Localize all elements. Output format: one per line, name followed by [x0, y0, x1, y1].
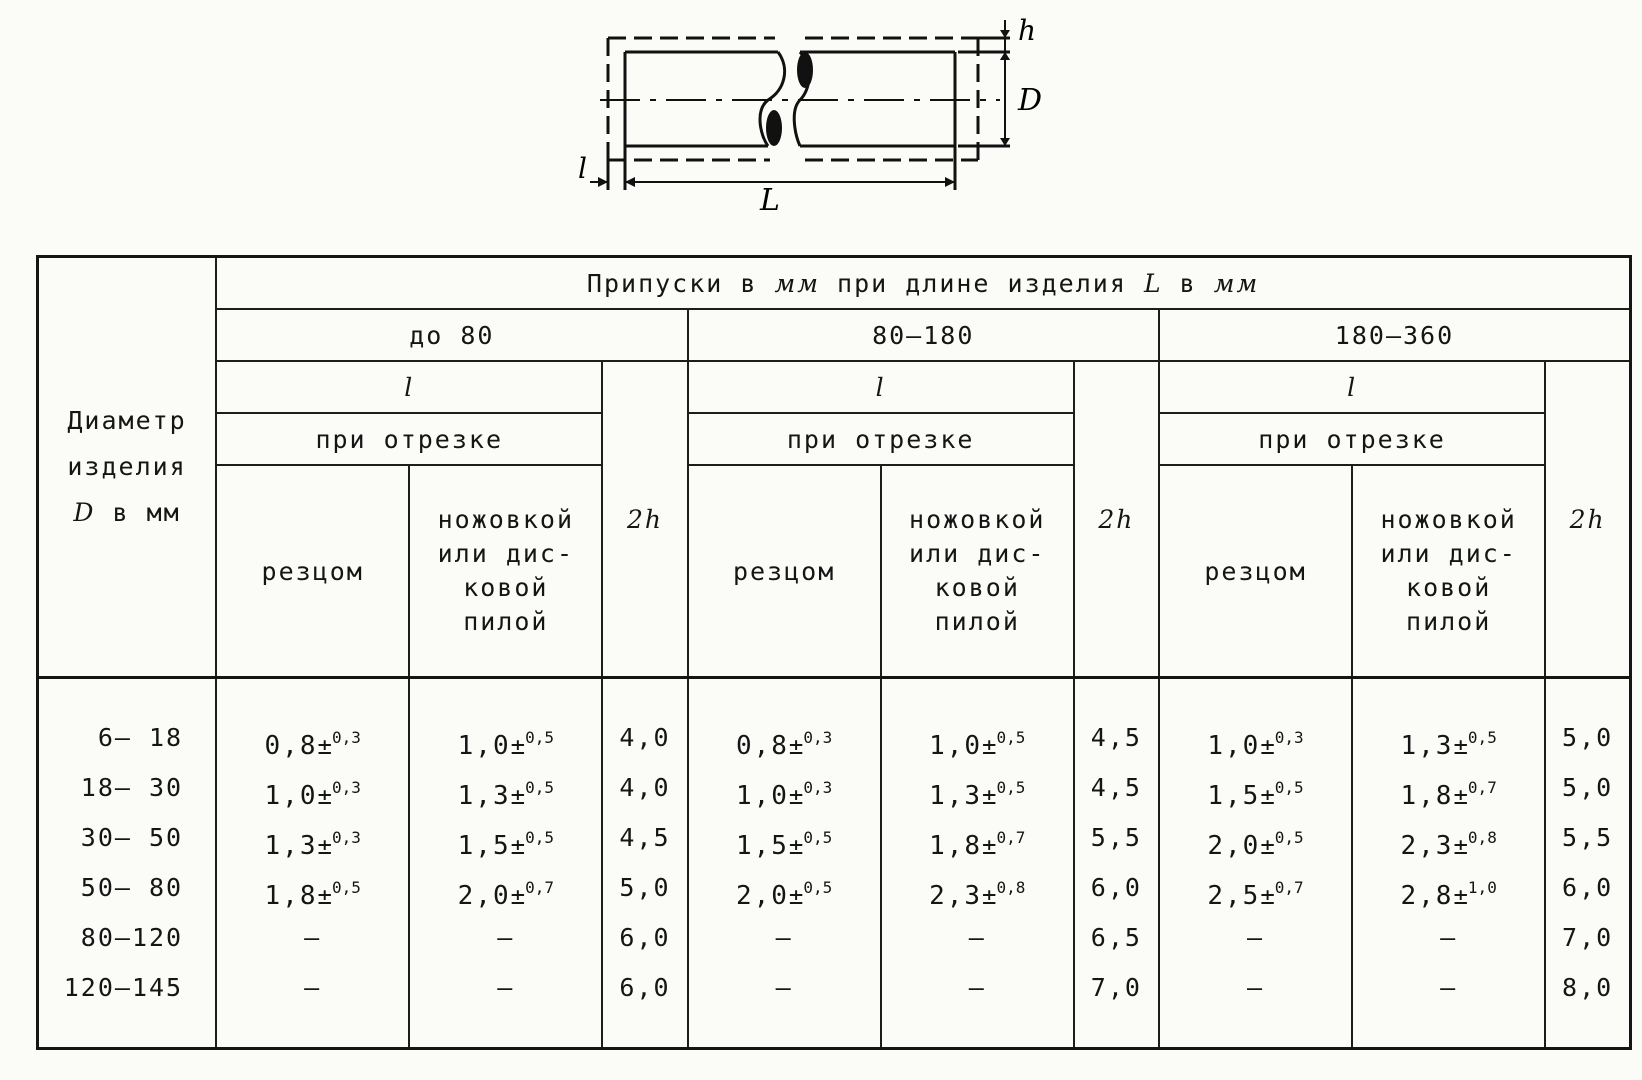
tolerance-value: 0,5	[331, 878, 361, 897]
allowance-value: 2,3	[929, 881, 983, 911]
allowance-value: 1,8	[929, 831, 983, 861]
diameter-value: 30— 50	[80, 823, 184, 852]
allowance-value: 1,0	[457, 731, 511, 761]
dash-mark: —	[775, 923, 793, 952]
allowance-value: 2,0	[735, 881, 789, 911]
plus-minus-sign: ±	[510, 782, 526, 810]
main-title-mm: мм	[774, 268, 820, 298]
tolerance-value: 0,3	[331, 728, 361, 747]
l-small-label: l	[578, 152, 587, 185]
diameter-value: 50— 80	[80, 873, 184, 902]
tolerance-value: 0,3	[803, 778, 833, 797]
two-h-column-3	[1545, 678, 1630, 1049]
two-h-value: 7,0	[1562, 923, 1614, 952]
saw-header-1	[409, 465, 602, 678]
tolerance-value: 1,0	[1467, 878, 1497, 897]
diameter-value: 80—120	[80, 923, 184, 952]
tolerance-value: 0,7	[1274, 878, 1304, 897]
d-label: D	[1018, 83, 1043, 118]
allowance-value: 1,0	[735, 781, 789, 811]
tolerance-value: 0,5	[525, 728, 554, 747]
saw-allowance-value	[882, 863, 1073, 913]
saw-label-line-2: или дис-	[909, 539, 1046, 568]
two-h-value: 6,0	[1090, 873, 1142, 902]
tolerance-value: 0,7	[525, 878, 554, 897]
plus-minus-sign: ±	[788, 882, 804, 910]
saw-allowance-value	[1353, 813, 1544, 863]
saw-header-3	[1352, 465, 1545, 678]
saw-label-line-2: или дис-	[437, 539, 575, 568]
cutter-allowance-value	[217, 713, 408, 763]
tolerance-value: 0,5	[803, 828, 833, 847]
tolerance-value: 0,8	[996, 878, 1026, 897]
allowance-value: 1,8	[1400, 781, 1454, 811]
two-h-value: 4,5	[1090, 723, 1142, 752]
diameter-unit: в мм	[112, 498, 181, 527]
saw-column-1	[409, 678, 602, 1049]
diameter-label-line-2: изделия	[67, 452, 187, 481]
cutter-allowance-value	[1160, 963, 1351, 1013]
plus-minus-sign: ±	[1453, 732, 1468, 760]
plus-minus-sign: ±	[788, 782, 804, 810]
two-h-value: 5,0	[619, 873, 671, 902]
saw-allowance-value	[410, 963, 601, 1013]
tolerance-value: 0,3	[1274, 728, 1304, 747]
plus-minus-sign: ±	[1260, 882, 1275, 910]
saw-allowance-value	[1353, 713, 1544, 763]
main-title-in: в	[1162, 268, 1214, 298]
allowance-value: 1,0	[264, 781, 318, 811]
dash-mark: —	[304, 923, 322, 952]
diameter-value: 18— 30	[80, 773, 184, 802]
l-header-3: l	[1159, 361, 1545, 413]
cutter-allowance-value	[1160, 713, 1351, 763]
two-h-value: 4,5	[1090, 773, 1142, 802]
two-h-column-2	[1074, 678, 1159, 1049]
cylinder-sketch	[578, 10, 1080, 220]
saw-label-line-3: ковой	[463, 573, 549, 602]
plus-minus-sign: ±	[317, 732, 332, 760]
saw-allowance-value	[410, 913, 601, 963]
cutter-allowance-value	[689, 913, 880, 963]
diameter-var: D	[73, 498, 96, 527]
saw-allowance-value	[1353, 963, 1544, 1013]
dash-mark: —	[497, 923, 515, 952]
two-h-header-1: 2h	[602, 361, 687, 678]
two-h-value: 6,0	[1562, 873, 1614, 902]
diameter-value: 120—145	[63, 973, 184, 1002]
tolerance-value: 0,5	[996, 728, 1026, 747]
l-header-1: l	[216, 361, 602, 413]
cutter-allowance-value	[217, 963, 408, 1013]
diameter-stack	[39, 713, 215, 1013]
cutter-column-2	[688, 678, 881, 1049]
main-title-pre: Припуски в	[586, 268, 775, 298]
cutter-allowance-value	[217, 913, 408, 963]
h-label: h	[1018, 14, 1037, 47]
plus-minus-sign: ±	[510, 882, 526, 910]
two-h-value: 8,0	[1562, 973, 1614, 1002]
plus-minus-sign: ±	[510, 832, 526, 860]
cutter-allowance-value	[689, 763, 880, 813]
cutter-allowance-value	[689, 863, 880, 913]
main-title	[216, 257, 1630, 310]
two-h-value: 4,0	[619, 723, 671, 752]
cylinder-sketch-svg	[578, 10, 1080, 220]
plus-minus-sign: ±	[1453, 882, 1468, 910]
range-header-1: до 80	[216, 309, 687, 361]
two-h-value: 4,5	[619, 823, 671, 852]
dash-mark: —	[775, 973, 793, 1002]
main-title-mid: при длине изделия	[819, 268, 1144, 298]
main-title-mm-2: мм	[1213, 268, 1260, 298]
plus-minus-sign: ±	[317, 832, 332, 860]
two-h-header-2: 2h	[1074, 361, 1159, 678]
allowance-value: 2,0	[457, 881, 511, 911]
two-h-column-1	[602, 678, 687, 1049]
tolerance-value: 0,5	[1467, 728, 1497, 747]
allowance-value: 1,3	[264, 831, 318, 861]
cutter-allowance-value	[217, 813, 408, 863]
tolerance-value: 0,3	[331, 828, 361, 847]
allowance-value: 2,0	[1207, 831, 1261, 861]
saw-allowance-value	[410, 863, 601, 913]
plus-minus-sign: ±	[1453, 782, 1468, 810]
saw-column-3	[1352, 678, 1545, 1049]
dash-mark: —	[968, 923, 986, 952]
diameter-column	[38, 678, 217, 1049]
two-h-header-3: 2h	[1545, 361, 1630, 678]
allowance-value: 1,0	[929, 731, 983, 761]
cutter-header-1: резцом	[216, 465, 409, 678]
range-header-2: 80—180	[688, 309, 1159, 361]
saw-label-line-4: пилой	[934, 607, 1020, 636]
main-title-l: L	[1143, 268, 1163, 298]
saw-label-line-2: или дис-	[1380, 539, 1517, 568]
allowance-value: 2,5	[1207, 881, 1261, 911]
plus-minus-sign: ±	[788, 832, 804, 860]
two-h-value: 6,5	[1090, 923, 1142, 952]
cutter-column-1	[216, 678, 409, 1049]
saw-allowance-value	[882, 963, 1073, 1013]
saw-allowance-value	[1353, 863, 1544, 913]
diameter-value: 6— 18	[97, 723, 184, 752]
two-h-value: 5,5	[1090, 823, 1142, 852]
saw-allowance-value	[882, 813, 1073, 863]
cutter-allowance-value	[1160, 813, 1351, 863]
saw-allowance-value	[882, 713, 1073, 763]
plus-minus-sign: ±	[510, 732, 526, 760]
two-h-value: 6,0	[619, 973, 671, 1002]
saw-allowance-value	[410, 813, 601, 863]
two-h-value: 7,0	[1090, 973, 1142, 1002]
tolerance-value: 0,7	[996, 828, 1026, 847]
cut-header-1: при отрезке	[216, 413, 602, 465]
dash-mark: —	[1440, 923, 1458, 952]
cut-header-2: при отрезке	[688, 413, 1074, 465]
saw-label-line-1: ножовкой	[437, 505, 575, 534]
plus-minus-sign: ±	[982, 732, 997, 760]
cutter-allowance-value	[1160, 913, 1351, 963]
plus-minus-sign: ±	[1260, 732, 1275, 760]
tolerance-value: 0,5	[803, 878, 833, 897]
cutter-header-3: резцом	[1159, 465, 1352, 678]
plus-minus-sign: ±	[317, 882, 332, 910]
allowance-value: 0,8	[264, 731, 318, 761]
allowance-value: 1,3	[457, 781, 511, 811]
plus-minus-sign: ±	[982, 832, 997, 860]
saw-label-line-1: ножовкой	[1380, 505, 1517, 534]
cutter-allowance-value	[689, 813, 880, 863]
cutter-allowance-value	[1160, 863, 1351, 913]
plus-minus-sign: ±	[1260, 782, 1275, 810]
two-h-value: 5,5	[1562, 823, 1614, 852]
plus-minus-sign: ±	[1453, 832, 1468, 860]
saw-label-line-3: ковой	[1406, 573, 1492, 602]
tolerance-value: 0,5	[1274, 778, 1304, 797]
dash-mark: —	[968, 973, 986, 1002]
tolerance-value: 0,5	[1274, 828, 1304, 847]
two-h-value: 4,0	[619, 773, 671, 802]
allowance-value: 1,0	[1207, 731, 1261, 761]
range-header-3: 180—360	[1159, 309, 1631, 361]
dash-mark: —	[497, 973, 515, 1002]
plus-minus-sign: ±	[982, 782, 997, 810]
tolerance-value: 0,3	[803, 728, 833, 747]
tolerance-value: 0,5	[525, 828, 554, 847]
allowance-value: 1,5	[735, 831, 789, 861]
allowance-value: 0,8	[735, 731, 789, 761]
cutter-allowance-value	[689, 713, 880, 763]
allowance-value: 1,8	[264, 881, 318, 911]
saw-label-line-4: пилой	[463, 607, 549, 636]
diameter-header	[38, 257, 217, 678]
plus-minus-sign: ±	[317, 782, 332, 810]
allowance-value: 1,5	[457, 831, 511, 861]
dash-mark: —	[1246, 973, 1265, 1002]
allowance-value: 1,3	[1400, 731, 1454, 761]
saw-allowance-value	[882, 913, 1073, 963]
plus-minus-sign: ±	[1260, 832, 1275, 860]
cutter-header-2: резцом	[688, 465, 881, 678]
allowance-value: 1,5	[1207, 781, 1261, 811]
cutter-allowance-value	[217, 763, 408, 813]
cut-header-3: при отрезке	[1159, 413, 1545, 465]
dash-mark: —	[1440, 973, 1458, 1002]
l-large-label: L	[760, 183, 780, 218]
saw-label-line-3: ковой	[934, 573, 1020, 602]
diameter-label-line-1: Диаметр	[67, 406, 187, 435]
allowance-value: 1,3	[929, 781, 983, 811]
plus-minus-sign: ±	[982, 882, 997, 910]
two-h-value: 5,0	[1562, 773, 1614, 802]
cutter-column-3	[1159, 678, 1352, 1049]
saw-column-2	[881, 678, 1074, 1049]
saw-allowance-value	[882, 763, 1073, 813]
l-header-2: l	[688, 361, 1074, 413]
cutter-allowance-value	[1160, 763, 1351, 813]
tolerance-value: 0,7	[1467, 778, 1497, 797]
saw-allowance-value	[410, 763, 601, 813]
saw-header-2	[881, 465, 1074, 678]
tolerance-value: 0,5	[525, 778, 554, 797]
saw-allowance-value	[1353, 763, 1544, 813]
cutter-allowance-value	[689, 963, 880, 1013]
saw-allowance-value	[410, 713, 601, 763]
two-h-value: 5,0	[1562, 723, 1614, 752]
saw-label-line-4: пилой	[1406, 607, 1492, 636]
plus-minus-sign: ±	[788, 732, 804, 760]
tolerance-value: 0,3	[331, 778, 361, 797]
allowance-table	[36, 255, 1632, 1050]
saw-label-line-1: ножовкой	[909, 505, 1046, 534]
dash-mark: —	[1246, 923, 1265, 952]
saw-allowance-value	[1353, 913, 1544, 963]
dash-mark: —	[304, 973, 322, 1002]
two-h-value: 6,0	[619, 923, 671, 952]
cutter-allowance-value	[217, 863, 408, 913]
tolerance-value: 0,5	[996, 778, 1026, 797]
tolerance-value: 0,8	[1467, 828, 1497, 847]
allowance-value: 2,3	[1400, 831, 1454, 861]
allowance-value: 2,8	[1400, 881, 1454, 911]
